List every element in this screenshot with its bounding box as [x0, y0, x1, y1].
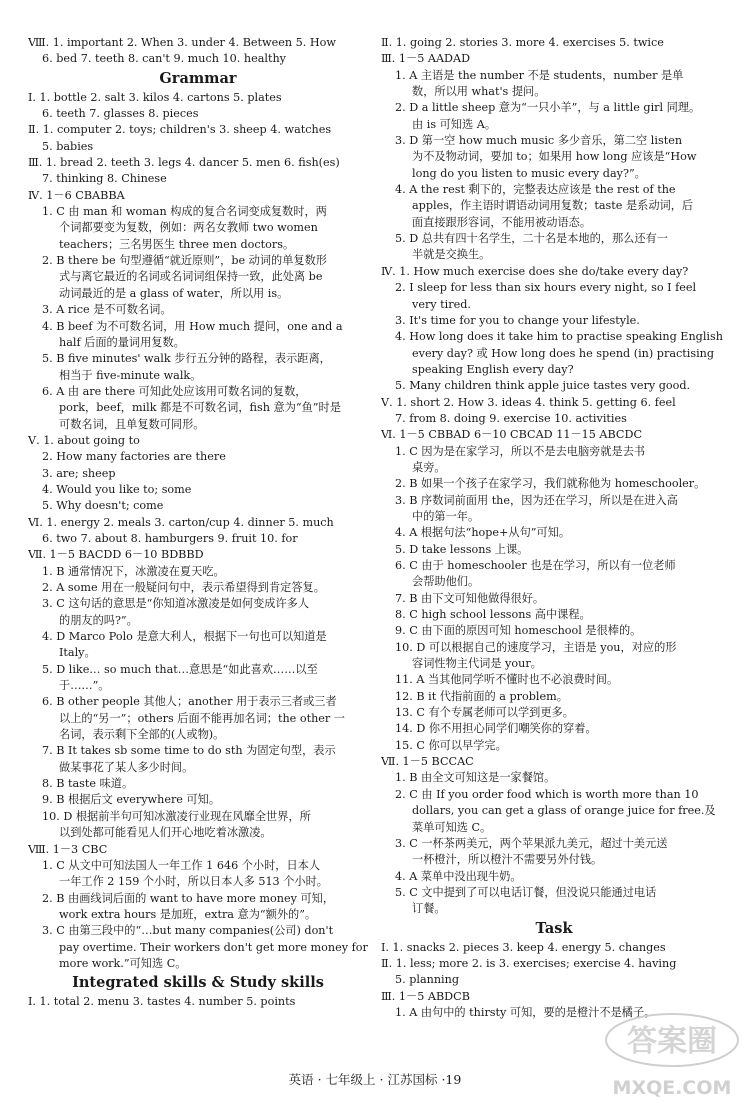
answer-line: Ⅰ. 1. total 2. menu 3. tastes 4. number 5. points: [28, 995, 296, 1009]
answer-line: 数，所以用 what's 提问。: [412, 85, 546, 99]
answer-line: 7. thinking 8. Chinese: [42, 172, 167, 186]
answer-line: 10. D 可以根据自己的速度学习，主语是 you，对应的形: [395, 640, 677, 654]
answer-line: 4. Would you like to; some: [42, 482, 192, 496]
answer-line: 2. B 由画线词后面的 want to have more money 可知，: [42, 891, 335, 905]
answer-line: 2. I sleep for less than six hours every night, so I feel: [395, 281, 697, 295]
answer-line: Ⅶ. 1－5 BCCAC: [381, 755, 474, 769]
answer-line: 4. A 根据句法“hope+从句”可知。: [395, 526, 571, 540]
answer-line: 6. teeth 7. glasses 8. pieces: [42, 107, 199, 121]
answer-line: 1. B 通常情况下，冰激凌在夏天吃。: [42, 564, 225, 578]
answer-line: Ⅴ. 1. about going to: [28, 433, 140, 447]
answer-line: 中的第一年。: [412, 509, 480, 523]
answer-line: 5. D 总共有四十名学生，二十名是本地的，那么还有一: [395, 232, 668, 246]
answer-line: 于……”。: [59, 679, 110, 693]
answer-line: 2. B 如果一个孩子在家学习，我们就称他为 homeschooler。: [395, 477, 706, 491]
answer-line: 10. D 根据前半句可知冰激凌行业现在风靡全世界，所: [42, 809, 311, 823]
answer-line: 5. babies: [42, 139, 94, 153]
svg-text:答案圈: 答案圈: [627, 1024, 717, 1059]
answer-line: 动词最近的是 a glass of water，所以用 is。: [59, 286, 289, 300]
answer-line: 1. C 由 man 和 woman 构成的复合名词变成复数时，两: [42, 205, 327, 219]
answer-line: 一年工作 2 159 个小时，所以日本人多 513 个小时。: [59, 875, 328, 889]
answer-line: apples，作主语时谓语动词用复数；taste 是系动词，后: [412, 199, 694, 213]
answer-line: 2. C 由 If you order food which is worth more than 10: [395, 787, 699, 801]
answer-line: 的朋友的吗?”。: [59, 613, 138, 627]
answer-line: very tired.: [412, 297, 471, 311]
answer-line: Ⅷ. 1. important 2. When 3. under 4. Between 5. How: [28, 36, 336, 49]
answer-line: 6. B other people 其他人；another 用于表示三者或三者: [42, 695, 337, 709]
answer-line: 为不及物动词，要加 to；如果用 how long 应该是“How: [412, 150, 697, 164]
answer-line: 5. C 文中提到了可以电话订餐，但没说只能通过电话: [395, 885, 657, 899]
answer-line: 名词，表示剩下全部的(人或物)。: [59, 728, 225, 742]
answer-line: pork，beef，milk 都是不可数名词，fish 意为“鱼”时是: [59, 401, 341, 415]
answer-line: Ⅰ. 1. bottle 2. salt 3. kilos 4. cartons 5. plates: [28, 90, 282, 104]
answer-line: 可数名词，且单复数可同形。: [59, 417, 205, 431]
answer-line: 6. bed 7. teeth 8. can't 9. much 10. healthy: [42, 52, 286, 66]
answer-line: 2. B there be 句型遵循“就近原则”，be 动词的单复数形: [42, 254, 327, 268]
page-footer: 英语 · 七年级上 · 江苏国标 ·19: [288, 1072, 462, 1087]
answer-line: 1. C 因为是在家学习，所以不是去电脑旁就是去书: [395, 444, 646, 458]
answer-line: 3. are; sheep: [42, 466, 116, 480]
answer-line: 1. B 由全文可知这是一家餐馆。: [395, 771, 556, 785]
answer-line: 2. A some 用在一般疑问句中，表示希望得到肯定答复。: [42, 581, 325, 594]
answer-line: 5. Why doesn't; come: [42, 499, 164, 513]
answer-line: Ⅰ. 1. snacks 2. pieces 3. keep 4. energy 5. changes: [381, 940, 666, 954]
answer-line: 3. C 这句话的意思是“你知道冰激凌是如何变成许多人: [42, 597, 310, 611]
answer-line: 5. Many children think apple juice tastes very good.: [395, 379, 691, 393]
right-column: [381, 35, 727, 1021]
answer-line: more work.”可知选 C。: [59, 956, 187, 970]
answer-line: Italy。: [59, 646, 96, 660]
answer-line: 4. A 菜单中没出现牛奶。: [395, 869, 522, 883]
answer-line: 6. two 7. about 8. hamburgers 9. fruit 10. for: [42, 531, 298, 545]
answer-line: 4. D Marco Polo 是意大利人，根据下一句也可以知道是: [42, 630, 327, 644]
answer-line: dollars, you can get a glass of orange juice for free.及: [412, 804, 716, 818]
watermark-logo: [597, 1006, 747, 1104]
answer-line: 5. D like… so much that…意思是“如此喜欢……以至: [42, 662, 318, 676]
answer-line: 3. C 一杯茶两美元，两个苹果派九美元，超过十美元送: [395, 836, 668, 850]
answer-line: Ⅲ. 1－5 AADAD: [381, 52, 471, 66]
answer-line: 11. A 当其他同学听不懂时也不必浪费时间。: [395, 673, 619, 687]
answer-line: 1. A 主语是 the number 不是 students，number 是单: [395, 68, 684, 82]
answer-line: Ⅷ. 1－3 CBC: [28, 842, 108, 856]
answer-line: 15. C 你可以早学完。: [395, 738, 507, 752]
answer-line: work extra hours 是加班，extra 意为“额外的”。: [59, 907, 317, 921]
answer-line: 式与离它最近的名词或名词词组保持一致，此处离 be: [59, 270, 323, 284]
answer-line: 5. planning: [395, 973, 459, 987]
answer-line: 3. B 序数词前面用 the，因为还在学习，所以是在进入高: [395, 493, 678, 507]
answer-line: Ⅳ. 1－6 CBABBA: [28, 188, 125, 202]
answer-line: 6. A 由 are there 可知此处应该用可数名词的复数，: [42, 384, 307, 398]
answer-line: 7. from 8. doing 9. exercise 10. activities: [395, 411, 627, 425]
answer-line: 做某事花了某人多少时间。: [59, 760, 194, 774]
answer-line: 3. C 由第三段中的“…but many companies(公司) don't: [42, 924, 334, 938]
answer-line: 6. C 由于 homeschooler 也是在学习，所以有一位老师: [395, 559, 676, 572]
answer-line: Ⅱ. 1. going 2. stories 3. more 4. exercises 5. twice: [381, 36, 664, 49]
answer-line: 2. How many factories are there: [42, 450, 226, 464]
answer-line: 桌旁。: [412, 460, 446, 474]
left-column: [28, 35, 368, 1011]
answer-line: 4. A the rest 剩下的，完整表达应该是 the rest of the: [395, 183, 676, 197]
answer-line: 5. D take lessons 上课。: [395, 542, 529, 556]
answer-line: 3. A rice 是不可数名词。: [42, 303, 172, 317]
answer-line: 相当于 five-minute walk。: [59, 368, 202, 382]
answer-line: teachers；三名男医生 three men doctors。: [59, 237, 295, 251]
answer-line: Ⅲ. 1－5 ABDCB: [381, 989, 470, 1003]
answer-line: pay overtime. Their workers don't get more money for: [59, 940, 368, 954]
answer-line: 以到处都可能看见人们开心地吃着冰激凌。: [59, 826, 272, 840]
answer-line: 7. B 由下文可知他做得很好。: [395, 591, 545, 605]
answer-line: Ⅶ. 1－5 BACDD 6－10 BDBBD: [28, 548, 204, 562]
answer-line: 以上的“另一”；others 后面不能再加名词；the other 一: [59, 711, 345, 725]
answer-line: 13. C 有个专属老师可以学到更多。: [395, 706, 574, 720]
answer-line: Ⅵ. 1－5 CBBAD 6－10 CBCAD 11－15 ABCDC: [381, 428, 643, 442]
answer-line: 菜单可知选 C。: [412, 820, 492, 834]
answer-line: 个词都要变为复数，例如：两名女教师 two women: [59, 221, 318, 235]
answer-line: speaking English every day?: [412, 362, 574, 376]
section-heading: Grammar: [159, 69, 237, 87]
answer-line: 5. B five minutes' walk 步行五分钟的路程，表示距离，: [42, 352, 331, 366]
answer-line: half 后面的量词用复数。: [59, 335, 185, 349]
answer-line: every day? 或 How long does he spend (in) practising: [412, 346, 715, 360]
answer-line: 4. How long does it take him to practise speaking English: [395, 330, 723, 344]
section-heading: Task: [535, 919, 573, 937]
answer-line: 容词性物主代词是 your。: [412, 657, 542, 671]
answer-line: Ⅲ. 1. bread 2. teeth 3. legs 4. dancer 5. men 6. fish(es): [28, 156, 340, 170]
answer-line: 3. It's time for you to change your lifestyle.: [395, 313, 640, 327]
answer-line: 一杯橙汁，所以橙汁不需要另外付钱。: [412, 853, 603, 867]
answer-line: 1. A 由句中的 thirsty 可知，要的是橙汁不是橘子。: [395, 1005, 656, 1019]
answer-line: Ⅴ. 1. short 2. How 3. ideas 4. think 5. getting 6. feel: [381, 395, 676, 409]
svg-text:MXQE.COM: MXQE.COM: [612, 1077, 732, 1099]
answer-line: Ⅱ. 1. computer 2. toys; children's 3. sheep 4. watches: [28, 123, 332, 137]
answer-line: 1. C 从文中可知法国人一年工作 1 646 个小时，日本人: [42, 858, 321, 872]
answer-line: 8. B taste 味道。: [42, 777, 134, 791]
answer-line: 半就是交换生。: [412, 248, 491, 262]
answer-line: 面直接跟形容词，不能用被动语态。: [412, 215, 592, 229]
answer-line: long do you listen to music every day?”。: [412, 166, 646, 180]
answer-line: 8. C high school lessons 高中课程。: [395, 608, 591, 622]
section-heading: Integrated skills & Study skills: [72, 974, 324, 992]
answer-line: 9. C 由下面的原因可知 homeschool 是很棒的。: [395, 624, 642, 638]
answer-line: 9. B 根据后文 everywhere 可知。: [42, 793, 221, 807]
answer-line: Ⅱ. 1. less; more 2. is 3. exercises; exercise 4. having: [381, 956, 677, 970]
answer-line: 3. D 第一空 how much music 多少音乐，第二空 listen: [395, 134, 683, 148]
answer-line: 2. D a little sheep 意为“一只小羊”，与 a little girl 同理。: [395, 101, 701, 115]
answer-line: 12. B it 代指前面的 a problem。: [395, 689, 568, 703]
answer-line: 14. D 你不用担心同学们嘲笑你的穿着。: [395, 722, 597, 736]
answer-line: 7. B It takes sb some time to do sth 为固定句型，表示: [42, 744, 336, 758]
answer-line: Ⅵ. 1. energy 2. meals 3. carton/cup 4. dinner 5. much: [28, 515, 334, 529]
answer-line: 由 is 可知选 A。: [412, 117, 497, 131]
answer-line: 订餐。: [412, 902, 446, 916]
answer-line: 会帮助他们。: [412, 575, 480, 589]
answer-line: Ⅳ. 1. How much exercise does she do/take every day?: [381, 264, 689, 278]
answer-line: 4. B beef 为不可数名词，用 How much 提问，one and a: [42, 319, 343, 333]
